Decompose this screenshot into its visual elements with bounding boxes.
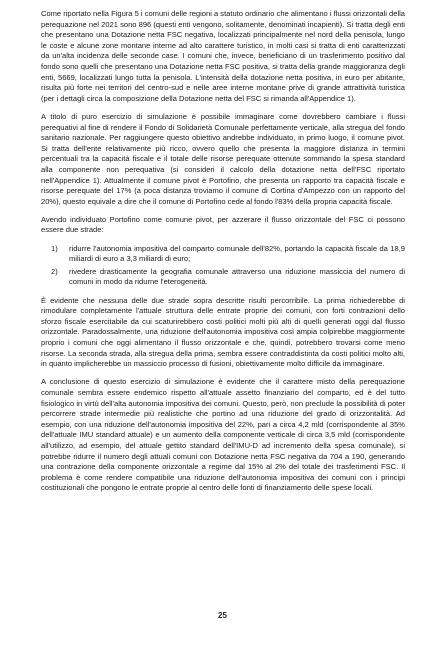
paragraph: Avendo individuato Portofino come comune pivot, per azzerare il flusso orizzontale del FSC ci possono essere due strade: <box>41 214 405 235</box>
list-item <box>41 244 405 265</box>
list-item-text: rivedere drasticamente la geografia comunale attraverso una riduzione massiccia del numero di comuni in modo da ridurne l'eterogeneità. <box>69 266 405 287</box>
list-marker: 1) <box>51 243 58 253</box>
numbered-list <box>41 244 405 288</box>
page-number: 25 <box>218 611 227 620</box>
list-item <box>41 267 405 288</box>
list-marker: 2) <box>51 266 58 276</box>
paragraph: A titolo di puro esercizio di simulazione è possibile immaginare come dovrebbero cambiare i flussi perequativi al fine di rendere il Fondo di Solidarietà Comunale perfettamente verticale, alla stregua del fondo sanitario nazionale. Per raggiungere questo obiettivo andrebbe individuato, in primo luogo, il comune pivot. Si tratta dell'ente relativamente più ricco, ovvero quello che presenta la maggiore distanza in termini percentuali tra la capacità fiscale e il totale delle risorse perequate ottenute sommando la spesa standard alla componente non perequativa (si consideri il calcolo della dotazione netta dell'FSC riportato nell'Appendice 1). Attualmente il comune pivot è Portofino, che presenta un rapporto tra capacità fiscale e risorse perequate del 17% (a poca distanza troviamo il comune di Cortina d'Ampezzo con un rapporto del 20%), questo equivale a dire che il comune di Portofino cede al fondo l'83% della propria capacità fiscale. <box>41 111 405 206</box>
list-item-text: ridurre l'autonomia impositiva del comparto comunale dell'82%, portando la capacità fiscale da 18,9 miliardi di euro a 3,3 miliardi di euro; <box>69 243 405 264</box>
paragraph: Come riportato nella Figura 5 i comuni delle regioni a statuto ordinario che alimentano i flussi orizzontali della perequazione nel 2021 sono 896 (questi enti vengono, solitamente, denominati incapienti). Si tratta degli enti che presentano una Dotazione netta FSC negativa, localizzati principalmente nel nord della penisola, lungo le coste e alcune zone montane interne ad alto carattere turistico, in molti casi si tratta di enti caratterizzati da un'alta incidenza delle seconde case. I comuni che, invece, beneficiano di un trasferimento positivo dal fondo sono quelli che presentano una Dotazione netta FSC positiva, si tratta della grande maggioranza degli enti, 5669, localizzati lungo tutta la penisola. L'intensità della dotazione netta positiva, in euro per abitante, risulta più forte nei territori del centro-sud e nelle aree interne montane prive di grande attrattività turistica (per i dettagli circa la composizione della Dotazione netta del FSC si rimanda all'Appendice 1). <box>41 9 405 103</box>
paragraph: È evidente che nessuna delle due strade sopra descritte risulti percorribile. La prima richiederebbe di rimodulare completamente l'attuale struttura delle entrate proprie dei comuni, con forti contrazioni dello sforzo fiscale esercitabile da cui scaturirebbero costi politici molti più alti di quelli generati oggi dal flusso orizzontale. Paradossalmente, una riduzione dell'autonomia impositiva così ampia colpirebbe maggiormente proprio i comuni che oggi alimentano il flusso orizzontale e che, quindi, potrebbero trovarsi come meno risorse. La seconda strada, alla stregua della prima, sembra essere contraddistinta da costi politici molto alti, in quanto implicherebbe un massiccio processo di fusioni, obiettivamente molto difficile da immaginare. <box>41 295 405 369</box>
paragraph: A conclusione di questo esercizio di simulazione è evidente che il carattere misto della perequazione comunale sembra essere endemico rispetto all'attuale assetto finanziario del comparto, ed è del tutto fisiologico in virtù dell'alta autonomia impositiva dei comuni. Questo, però, non preclude la possibilità di poter percorrere strade intermedie più realistiche che portino ad una riduzione del grado di orizzontalità. Ad esempio, con una riduzione dell'autonomia impositiva del 22%, pari a circa 4,2 mld (corrispondente al 35% dell'attuale IMU standard attuale) e un aumento della componente verticale di circa 3,5 mld (corrispondente all'utilizzo, ad esempio, del attuale gettito standard dell'IMU-D ad incremento della spesa comunale), si potrebbe ridurre il numero degli attuali comuni con Dotazione netta FSC negativa da 704 a 190, generando una contrazione della componente orizzontale a regime dal 15% al 2% del totale dei trasferimenti FSC. Il problema è come rendere compatibile una riduzione dell'autonomia impositiva dei comuni con i principi costituzionali che pongono le entrate proprie al centro delle fonti di finanziamento delle spese locali. <box>41 377 405 493</box>
page-body <box>41 9 405 502</box>
